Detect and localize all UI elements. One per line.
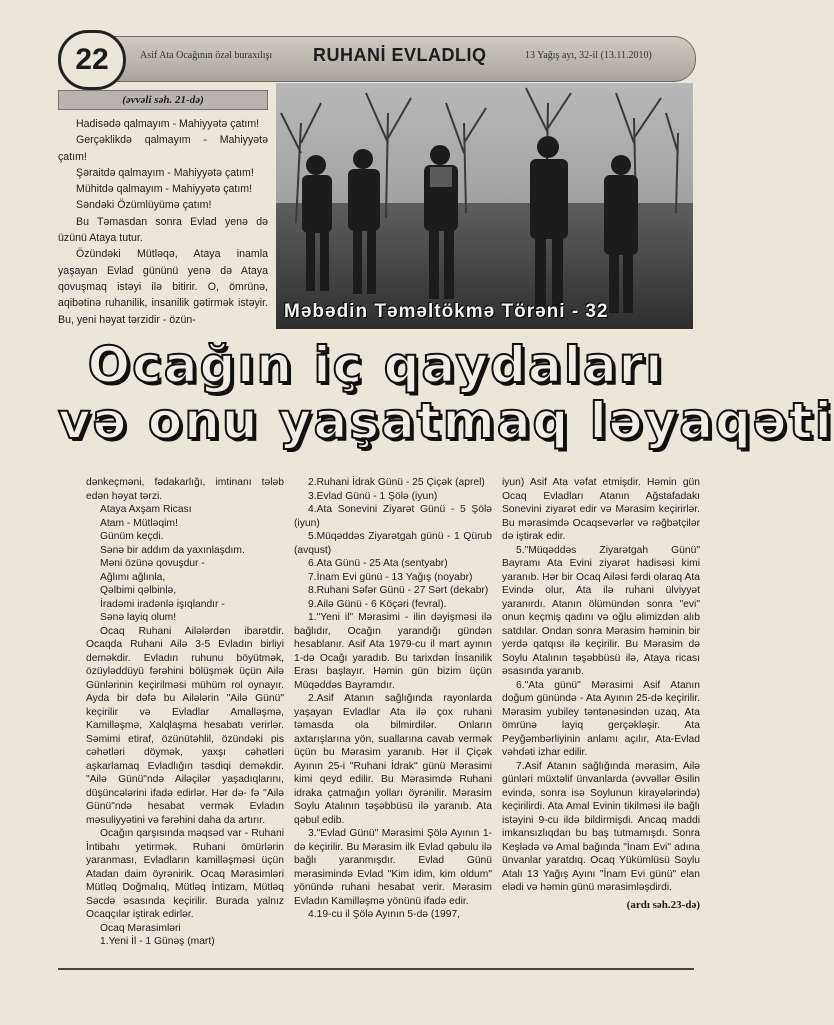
ceremony-photo [276, 83, 693, 329]
paragraph: 6."Ata günü" Mərasimi Asif Atanın doğum günündə - Ata Ayının 25-də keçirilir. Mərasim yubiley təntənəsindən uzaq, Ata ömrünə layiq gerçəkləşir. Ata Peyğəmbərliyinin anlamı açılır, Ata-Evlad vəhdəti izhar edilir. [502, 679, 700, 758]
verse-line: Ataya Axşam Ricası [100, 504, 192, 515]
verse-line: Atam - Mütləqim! [100, 517, 178, 529]
paragraph: 5."Müqəddəs Ziyarətgah Günü" Bayramı Ata Evini ziyarət hadisəsi kimi yaranıb. Hər bir Ocaq Ailəsi fərdi olaraq Ata Evində olur, Ata ilə ruhani ülviyyət yaranırdı. Atanın ölümündən sonra "evi" onun keçmiş qadını və oğlu əlimizdən alıb satdılar. Ondan sonra Mərasim həminin bir yerdə qatqısı ilə keçirilir. Bu Mərasim də Soylu Atalının təşəbbüsü ilə, Ataya ricası əsasında yaranıb. [502, 544, 700, 677]
bottom-rule [58, 968, 694, 970]
paragraph: Səndəki Özümlüyümə çatım! [76, 199, 212, 212]
paragraph: iyun) Asif Ata vəfat etmişdir. Həmin gün Ocaq Evladları Atanın Ağstafadakı Sonevini ziyarət edir və Mərasim keçirirlər. Bu mərasimdə Ocaqsevərlər və rəğbətçilər də iştirak edir. [502, 477, 700, 542]
list-item: 3.Evlad Günü - 1 Şölə (iyun) [308, 490, 438, 502]
paragraph: Özündəki Mütləqə, Ataya inamla yaşayan Evlad gününü yenə də Ataya qovuşmaq istəyi ilə bitirir. O, ömrünə, aqibətinə ruhanilik, insanilik gətirmək istəyir. Bu, yeni həyat tərzidir - özün- [58, 248, 268, 326]
paragraph: Ocaq Ruhani Ailələrdən ibarətdir. Ocaqda Ruhani Ailə 3-5 Evladın birliyi deməkdir. Evladın ruhunu böyütmək, özüyləddüyü fərəhini bölüşmək üçün Ailə Günlərinin keçirilməsi mühüm rol oynayır. Ayda bir dəfə bu Ailələrin "Ailə Günü" keçirilir və Evladlar Amalləşmə, Kamilləşmə, Xalqlaşma hesabatı verirlər. Səmimi etiraf, özünütəhlil, özündəki pis cəhətləri döymək, yaxşı cəhətləri aşkarlamaq Evladlığın təsdiqi deməkdir. "Ailə Günü"ndə Ailəçilər yaşadıqlarını, düşüncələrini ifadə edirlər. Hər də- fə "Ailə Günü"ndə hesabat vermək Evladın məsuliyyətini və fərəhini daha da artırır. [86, 625, 284, 826]
header-publication: Asif Ata Ocağının özəl buraxılışı [140, 50, 273, 61]
headline-line-1: Ocağın iç qaydaları [87, 336, 665, 394]
paragraph: Gerçəklikdə qalmayım - Mahiyyətə çatım! [58, 134, 268, 163]
article-column-1 [86, 476, 284, 949]
photo-image [276, 83, 693, 329]
paragraph: 4.19-cu il Şölə Ayının 5-də (1997, [308, 909, 461, 920]
paragraph: Bu Təmasdan sonra Evlad yenə də üzünü Ataya tutur. [58, 215, 268, 245]
list-item: 6.Ata Günü - 25 Ata (sentyabr) [308, 558, 448, 569]
article-body [58, 476, 700, 962]
paragraph: 3."Evlad Günü" Mərasimi Şölə Ayının 1-də keçirilir. Bu Mərasim ilk Evlad qəbulu ilə bağlı yaranmışdır. Evlad Günü mərasimində Evlad "Kim idim, kim oldum" yönündə ruhani hesabat verir. Mərasim Evladın Kamilləşmə yönünü ifadə edir. [294, 828, 492, 907]
list-item: 2.Ruhani İdrak Günü - 25 Çiçək (aprel) [308, 477, 485, 488]
paragraph: Ocağın qarşısında məqsəd var - Ruhani İntibahı yetirmək. Ruhani ömürlərin yaranması, Evladların kamilləşməsi üçün Atadan daim öyrənirik. Ocaq Mərasimləri Mütləq Doğmalıq, Mütləq İntizam, Mütləq Səcdə əsasında keçirilir. Burada yalnız Ocaqçılar iştirak edirlər. [86, 828, 284, 920]
verse-line: Günüm keçdi. [100, 531, 164, 542]
paragraph: dənkeçməni, fədakarlığı, imtinanı tələb edən həyat tərzi. [86, 477, 284, 502]
article-column-2 [294, 476, 492, 922]
paragraph: Hadisədə qalmayım - Mahiyyətə çatım! [76, 118, 260, 130]
verse-line: İradəmi iradənlə işıqlandır - [100, 598, 225, 610]
article-column-3 [502, 476, 700, 912]
header-title: RUHANİ EVLADLIQ [313, 45, 487, 65]
header-date: 13 Yağış ayı, 32-il (13.11.2010) [525, 50, 652, 61]
list-item: 7.İnam Evi günü - 13 Yağış (noyabr) [308, 571, 473, 583]
verse-line: Ağlımı ağlınla, [100, 571, 166, 583]
list-item: 4.Ata Sonevini Ziyarət Günü - 5 Şölə (iyun) [294, 504, 492, 529]
continued-column [58, 90, 268, 328]
paragraph: Mühitdə qalmayım - Mahiyyətə çatım! [76, 183, 253, 196]
verse-line: Sənə layiq olum! [100, 612, 177, 623]
paragraph: 1."Yeni il" Mərasimi - ilin dəyişməsi ilə bağlıdır, Ocağın yarandığı gündən hesablanır. Asif Ata 1979-cu il mart ayının 1-də Ocağı yaradıb. Bu tarixdən İnsanilik Erası başlayır. Həmin gün bizim üçün Müqəddəs Bayramdır. [294, 612, 492, 691]
paragraph: Ocaq Mərasimləri [100, 922, 181, 934]
page-number: 22 [75, 43, 109, 76]
list-item: 8.Ruhani Səfər Günü - 27 Sərt (dekabr) [308, 585, 489, 596]
photo-caption: Məbədin Təməltökmə Törəni - 32 [284, 301, 609, 322]
page-number-badge [58, 30, 126, 90]
previous-page-ref: (əvvəli səh. 21-də) [58, 90, 268, 110]
list-item: 5.Müqəddəs Ziyarətgah günü - 1 Qürub (avqust) [294, 531, 492, 556]
paragraph: 1.Yeni İl - 1 Günəş (mart) [100, 936, 215, 947]
verse-line: Qəlbimi qəlbinlə, [100, 585, 177, 596]
verse-line: Məni özünə qovuşdur - [100, 558, 205, 569]
continued-on-ref: (ardı səh.23-də) [626, 898, 700, 911]
headline-line-2: və onu yaşatmaq ləyaqəti [58, 392, 834, 450]
paragraph: Şəraitdə qalmayım - Mahiyyətə çatım! [76, 166, 254, 179]
headline [58, 336, 834, 450]
list-item: 9.Ailə Günü - 6 Köçəri (fevral). [308, 598, 447, 610]
paragraph: 7.Asif Atanın sağlığında mərasim, Ailə günləri müxtəlif ünvanlarda (əvvəllər Əsilin evində, sonra isə Soylunun kirayələrində) keçirilirdi. Ata Amal Evinin tikilməsi ilə bağlı istəyini 9-cu ildə bildirmişdi. Ancaq maddi imkansızlıqdan bu baş tutmamışdı. Sonra Keşlədə və Amal bağında "İnam Evi" adına ünvanlar yaratdıq. Ocaq Yükümlüsü Soylu Atalı 13 Yağış Ayını "İnam Evi günü" elan elədi və həmin günü mərasimləşdirdi. [502, 760, 700, 893]
verse-line: Sənə bir addım da yaxınlaşdım. [100, 544, 245, 556]
paragraph: 2.Asif Atanın sağlığında rayonlarda yaşayan Evladlar Ata ilə çox ruhani təmasda ola bilmirdilər. Onların axtarışlarına yön, suallarına cavab vermək üçün bu Mərasim yaranıb. Hər il Çiçək Ayının 25-i "Ruhani İdrak" günü Mərasimi kimi qeyd edilir. Bu Mərasimdə Ruhani idraka çatmağın yolları öyrənilir. Mərasim Soylu Atalının təşəbbüsü ilə yaranıb. Ata qəbul edib. [294, 693, 492, 826]
